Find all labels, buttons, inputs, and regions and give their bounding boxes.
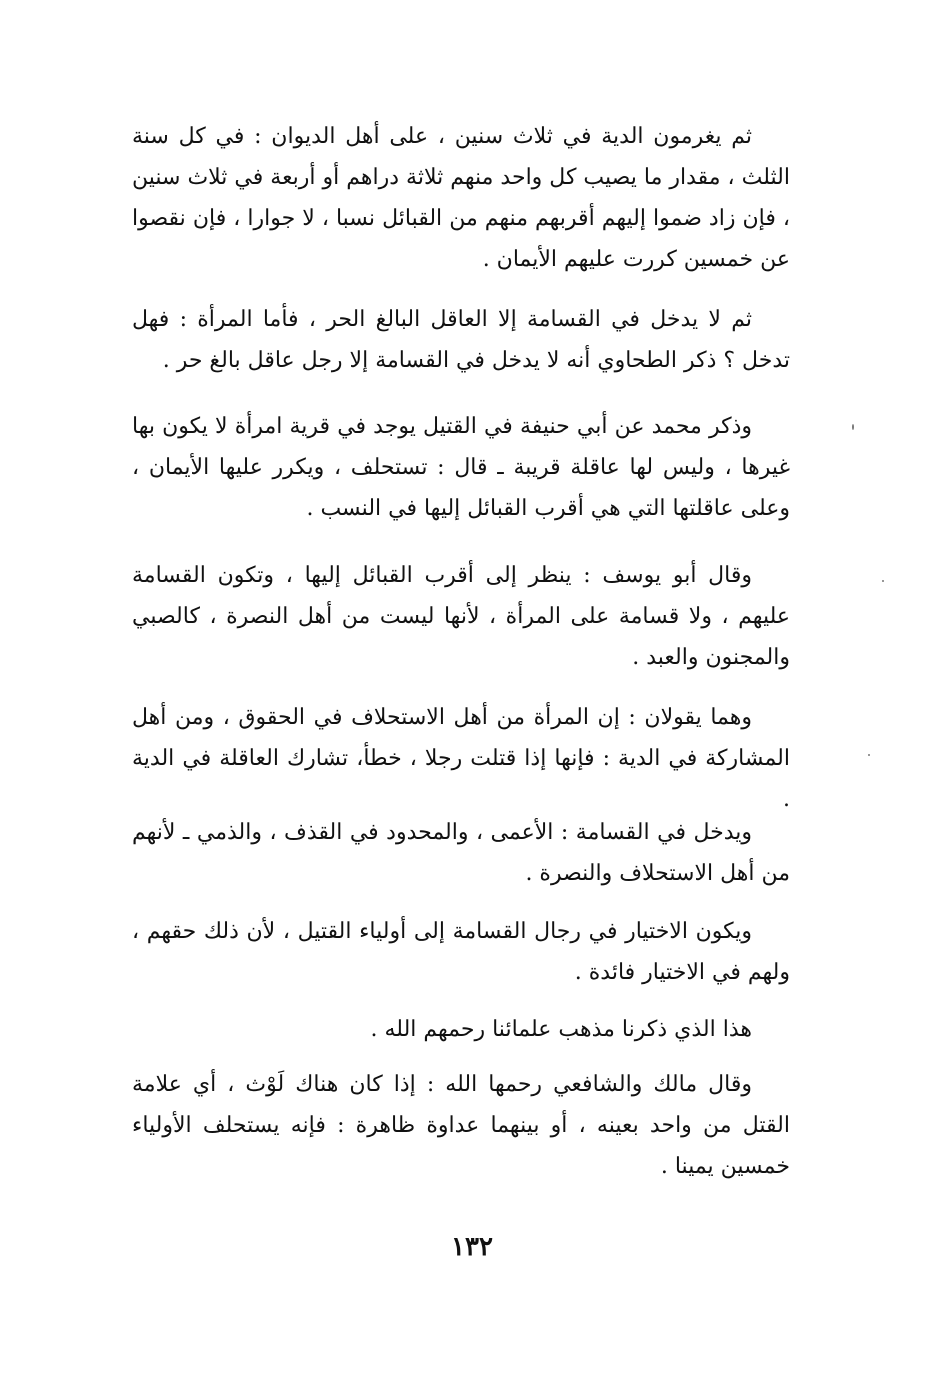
paragraph-text: وقال أبو يوسف : ينظر إلى أقرب القبائل إليها ، وتكون القسامة عليهم ، ولا قسامة على المرأة ، لأنها ليست من أهل النصرة ، كالصبي والمجنون والعبد . — [132, 563, 790, 670]
paragraph-text: ويدخل في القسامة : الأعمى ، والمحدود في القذف ، والذمي ـ لأنهم من أهل الاستحلاف والنصرة . — [132, 820, 790, 886]
paragraph-text: ثم يغرمون الدية في ثلاث سنين ، على أهل الديوان : في كل سنة الثلث ، مقدار ما يصيب كل واحد منهم ثلاثة دراهم أو أربعة في ثلاث سنين ، فإن زاد ضموا إليهم أقربهم منهم من القبائل نسبا ، لا جوارا ، فإن نقصوا عن خمسين كررت عليهم الأيمان . — [132, 124, 790, 272]
paragraph-4 — [132, 555, 790, 678]
scan-speck — [882, 580, 884, 582]
paragraph-3 — [132, 406, 790, 529]
paragraph-5 — [132, 697, 790, 820]
scan-speck — [868, 754, 870, 756]
scan-speck — [852, 424, 854, 430]
paragraph-2 — [132, 299, 790, 381]
paragraph-9 — [132, 1064, 790, 1187]
paragraph-8 — [132, 1009, 790, 1050]
paragraph-text: وقال مالك والشافعي رحمها الله : إذا كان هناك لَوْث ، أي علامة القتل من واحد بعينه ، أو بينهما عداوة ظاهرة : فإنه يستحلف الأولياء خمسين يمينا . — [132, 1072, 790, 1179]
paragraph-1 — [132, 116, 790, 280]
paragraph-text: هذا الذي ذكرنا مذهب علمائنا رحمهم الله . — [370, 1017, 752, 1042]
paragraph-text: ثم لا يدخل في القسامة إلا العاقل البالغ الحر ، فأما المرأة : فهل تدخل ؟ ذكر الطحاوي أنه لا يدخل في القسامة إلا رجل عاقل بالغ حر . — [132, 307, 790, 373]
paragraph-6 — [132, 812, 790, 894]
paragraph-text: ويكون الاختيار في رجال القسامة إلى أولياء القتيل ، لأن ذلك حقهم ، ولهم في الاختيار فائدة . — [132, 919, 790, 985]
paragraph-text: وذكر محمد عن أبي حنيفة في القتيل يوجد في قرية امرأة لا يكون بها غيرها ، وليس لها عاقلة قريبة ـ قال : تستحلف ، ويكرر عليها الأيمان ، وعلى عاقلتها التي هي أقرب القبائل إليها في النسب . — [132, 414, 790, 521]
page-number: ١٣٢ — [451, 1232, 493, 1262]
paragraph-7 — [132, 911, 790, 993]
paragraph-text: وهما يقولان : إن المرأة من أهل الاستحلاف في الحقوق ، ومن أهل المشاركة في الدية : فإنها إذا قتلت رجلا ، خطأ، تشارك العاقلة في الدية . — [132, 705, 790, 812]
